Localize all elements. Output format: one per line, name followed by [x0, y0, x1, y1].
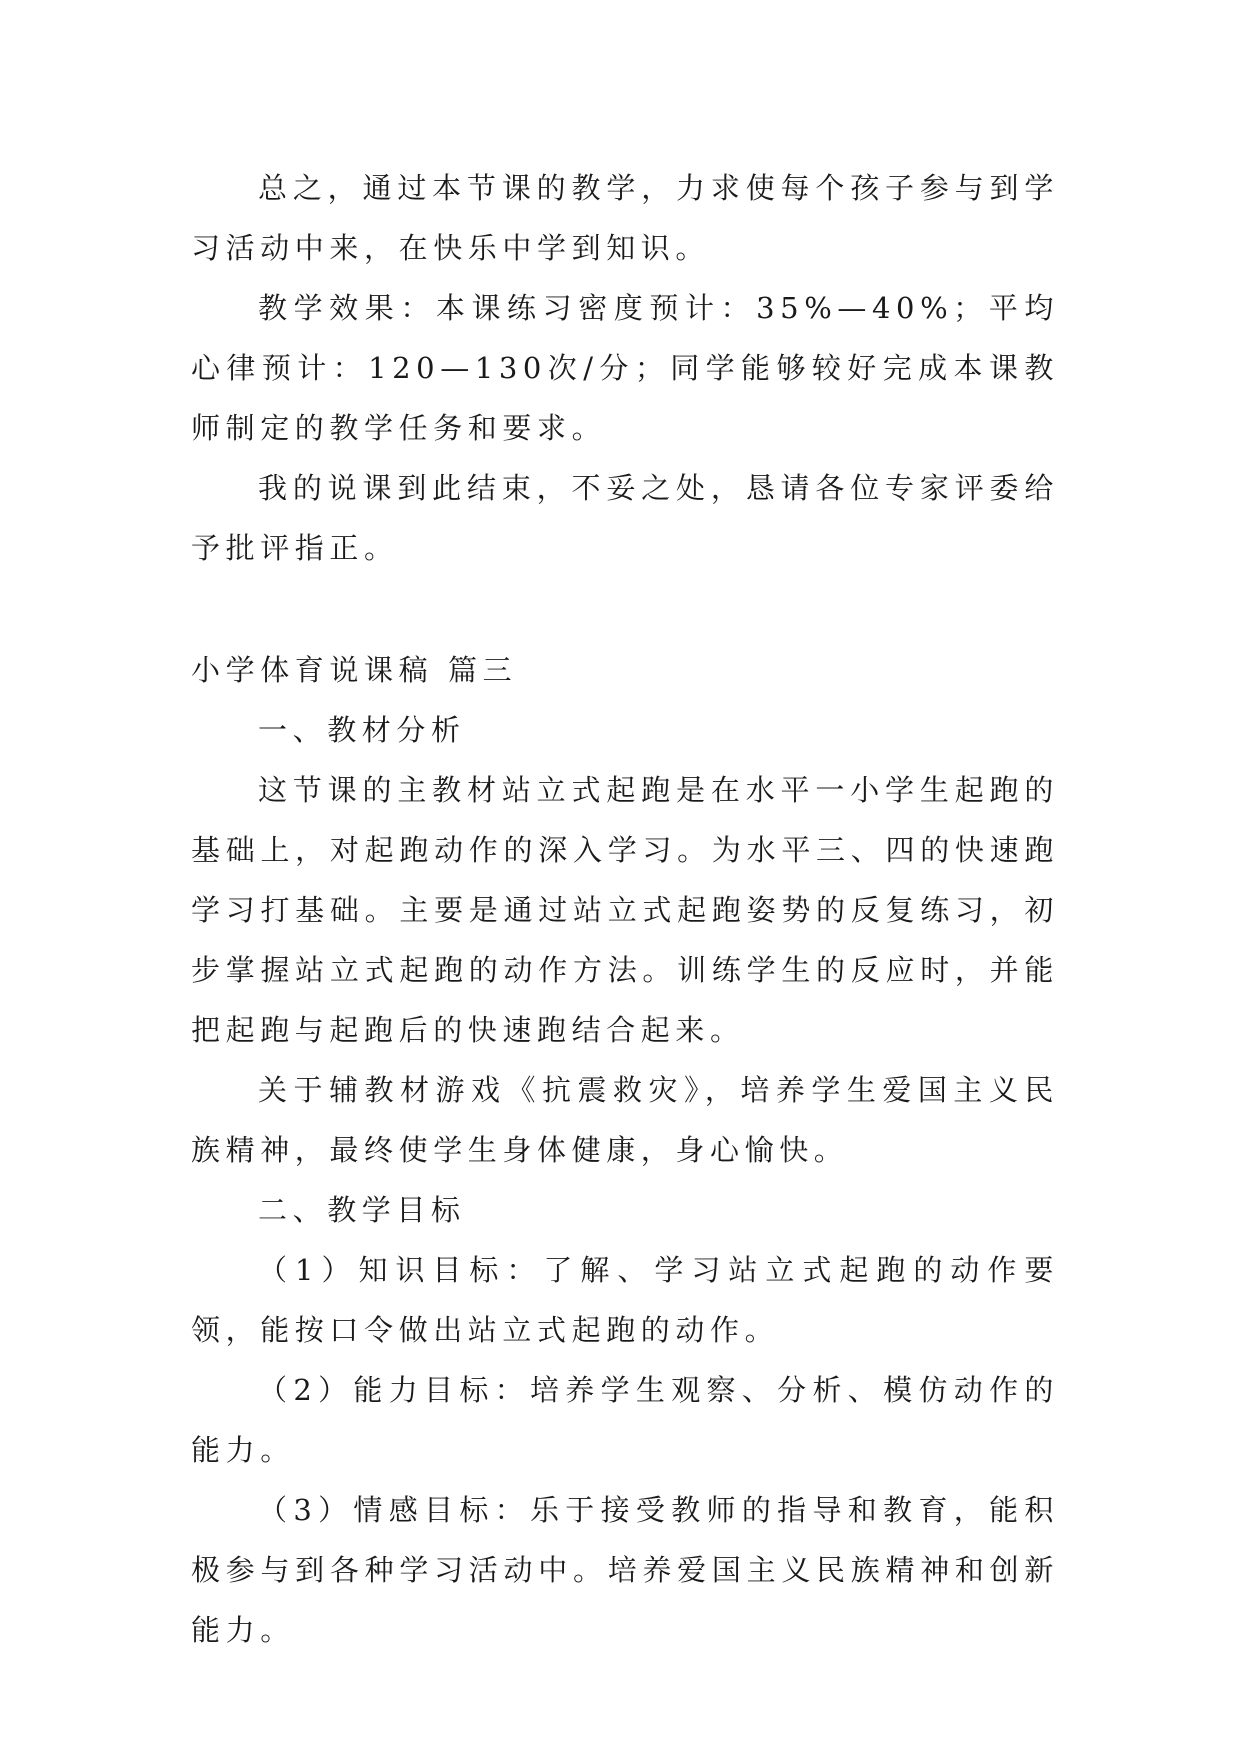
section-title: 小学体育说课稿 篇三: [191, 653, 518, 687]
paragraph-closing: 我的说课到此结束，不妥之处，恳请各位专家评委给予批评指正。: [191, 471, 1059, 565]
document-page: [191, 158, 1059, 1660]
heading-textbook-analysis: 一、教材分析: [258, 713, 466, 747]
goal-knowledge: （1）知识目标：了解、学习站立式起跑的动作要领，能按口令做出站立式起跑的动作。: [191, 1253, 1059, 1347]
goal-emotion: （3）情感目标：乐于接受教师的指导和教育，能积极参与到各种学习活动中。培养爱国主义民族精神和创新能力。: [191, 1493, 1059, 1647]
paragraph-teaching-effect: 教学效果：本课练习密度预计：35%—40%；平均心律预计：120—130次/分；同学能够较好完成本课教师制定的教学任务和要求。: [191, 291, 1059, 445]
paragraph-textbook-analysis: 这节课的主教材站立式起跑是在水平一小学生起跑的基础上，对起跑动作的深入学习。为水平三、四的快速跑学习打基础。主要是通过站立式起跑姿势的反复练习，初步掌握站立式起跑的动作方法。训练学生的反应时，并能把起跑与起跑后的快速跑结合起来。: [191, 773, 1059, 1047]
paragraph-game: 关于辅教材游戏《抗震救灾》，培养学生爱国主义民族精神，最终使学生身体健康，身心愉快。: [191, 1073, 1059, 1167]
goal-ability: （2）能力目标：培养学生观察、分析、模仿动作的能力。: [191, 1373, 1059, 1467]
paragraph-summary: 总之，通过本节课的教学，力求使每个孩子参与到学习活动中来，在快乐中学到知识。: [191, 171, 1059, 265]
heading-teaching-goals: 二、教学目标: [258, 1193, 466, 1227]
